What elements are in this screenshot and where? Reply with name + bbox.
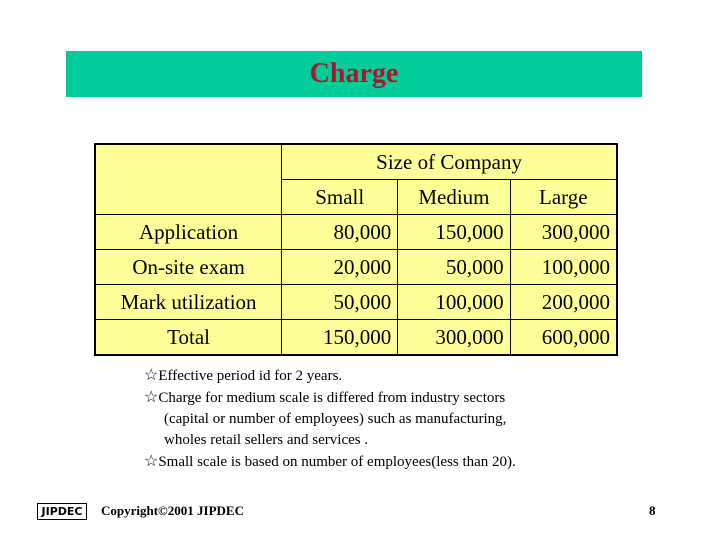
charge-table: [94, 143, 618, 356]
star-icon: ☆: [144, 389, 159, 406]
star-icon: ☆: [144, 453, 159, 470]
table-header-row: [95, 144, 617, 180]
column-header-small: Small: [282, 180, 398, 215]
cell-medium: 50,000: [398, 250, 510, 285]
note-item: [144, 365, 516, 387]
cell-small: 50,000: [282, 285, 398, 320]
cell-small: 150,000: [282, 320, 398, 356]
cell-medium: 150,000: [398, 215, 510, 250]
group-header: Size of Company: [282, 144, 617, 180]
copyright-text: Copyright©2001 JIPDEC: [101, 503, 244, 518]
table-row: [95, 215, 617, 250]
row-label: Application: [95, 215, 282, 250]
row-label: Total: [95, 320, 282, 356]
row-label: On-site exam: [95, 250, 282, 285]
cell-large: 100,000: [510, 250, 617, 285]
row-label: Mark utilization: [95, 285, 282, 320]
title-bar: [66, 51, 642, 97]
note-continuation: wholes retail sellers and services .: [164, 432, 369, 448]
table-row-total: [95, 320, 617, 356]
note-text: Charge for medium scale is differed from industry sectors: [158, 390, 506, 406]
cell-large: 300,000: [510, 215, 617, 250]
note-continuation: (capital or number of employees) such as manufacturing,: [164, 411, 507, 427]
cell-medium: 100,000: [398, 285, 510, 320]
note-item: [144, 451, 516, 473]
page-title: Charge: [309, 58, 399, 89]
column-header-medium: Medium: [398, 180, 510, 215]
notes: [144, 365, 516, 473]
cell-small: 20,000: [282, 250, 398, 285]
note-text: Effective period id for 2 years.: [158, 368, 343, 384]
note-text: Small scale is based on number of employees(less than 20).: [158, 454, 516, 470]
note-item: [144, 387, 516, 409]
empty-corner-cell: [95, 144, 282, 215]
cell-large: 600,000: [510, 320, 617, 356]
jipdec-logo: JIPDEC: [37, 503, 87, 520]
cell-small: 80,000: [282, 215, 398, 250]
star-icon: ☆: [144, 367, 159, 384]
page-number: 8: [649, 503, 656, 518]
column-header-large: Large: [510, 180, 617, 215]
table-row: [95, 250, 617, 285]
cell-large: 200,000: [510, 285, 617, 320]
cell-medium: 300,000: [398, 320, 510, 356]
table-row: [95, 285, 617, 320]
